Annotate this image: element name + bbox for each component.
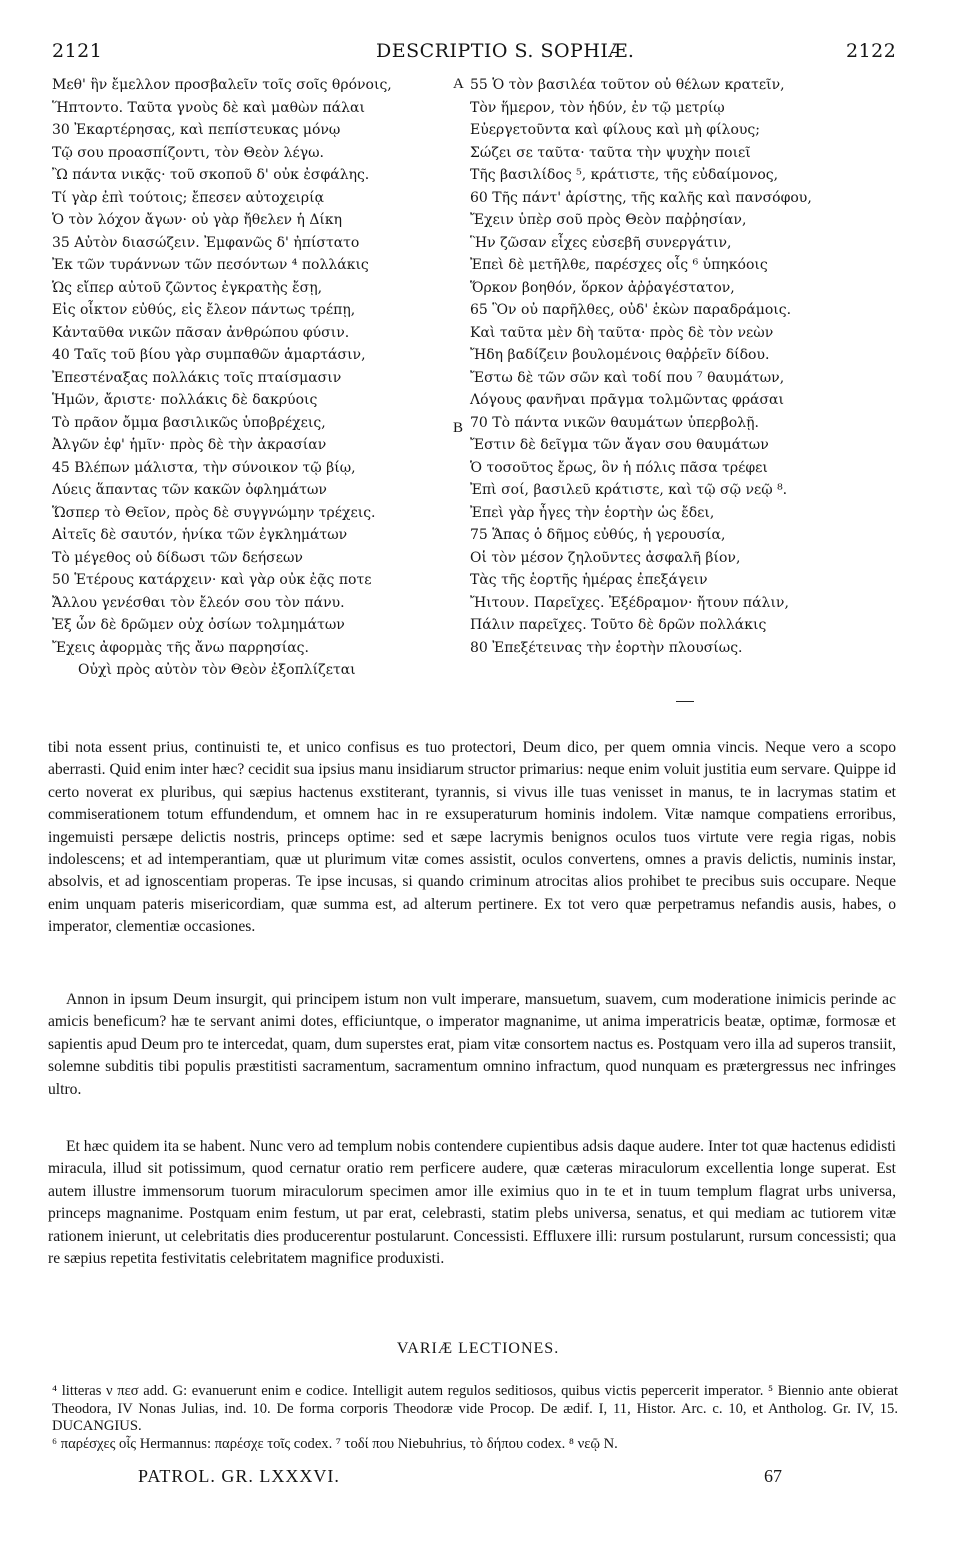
verse-line: 35 Αὐτὸν διασώζειν. Ἐμφανῶς δ' ἠπίστατο	[52, 234, 360, 251]
verse-line: Ἐκ τῶν τυράννων τῶν πεσόντων ⁴ πολλάκις	[52, 257, 369, 273]
verse-line: Ὢ πάντα νικᾷς· τοῦ σκοποῦ δ' οὐκ ἐσφάλης.	[52, 167, 370, 183]
verse-line: Τὰς τῆς ἑορτῆς ἡμέρας ἐπεξάγειν	[470, 572, 708, 588]
footer-page-number: 67	[764, 1466, 782, 1486]
verse-line: Ἔστω δὲ τῶν σῶν καὶ τοδί που ⁷ θαυμάτων,	[470, 369, 785, 386]
footer-volume: PATROL. GR. LXXXVI.	[138, 1466, 340, 1486]
latin-paragraph-text: Annon in ipsum Deum insurgit, qui principem istum non vult imperare, mansuetum, suavem, cum moderatione inimicis perinde ac amicis beneficum? hæ te servant animi dotes, efficiuntque, o imperator magnanime, ut anima imperatricis beatæ, optimæ, formosæ et sapientis apud Deum pro te intercedat, quam, dum superstes erat, piam vitæ consortem nactus es. Postquam vero illa ad superos transiit, solemne subditis tibi populis præstitisti sacramentum, sacramentum omnino infractum, quod nunquam es prætergressus nec infringes ultro.	[48, 991, 896, 1098]
verse-line: Λόγους φανῆναι πρᾶγμα τολμῶντας φράσαι	[470, 392, 785, 408]
verse-line: Ἐπεστέναξας πολλάκις τοῖς πταίσμασιν	[52, 369, 342, 386]
greek-column-right	[470, 74, 910, 659]
verse-line: Ἐπεὶ γὰρ ἦγες τὴν ἑορτὴν ὡς ἔδει,	[470, 504, 715, 521]
verse-line: Τί γὰρ ἐπὶ τούτοις; ἔπεσεν αὐτοχειρίᾳ	[52, 189, 325, 206]
verse-line: 60 Τῆς πάντ' ἀρίστης, τῆς καλῆς καὶ πανσόφου,	[470, 189, 812, 206]
page-number-left: 2121	[52, 40, 103, 62]
verse-line: Ἡμῶν, ἄριστε· πολλάκις δὲ δακρύοις	[52, 392, 318, 408]
verse-line: Οἱ τὸν μέσον ζηλοῦντες ἀσφαλῆ βίον,	[470, 549, 741, 566]
latin-paragraph-2	[48, 989, 896, 1101]
verse-line: Οὐχὶ πρὸς αὐτὸν τὸν Θεὸν ἐξοπλίζεται	[78, 662, 356, 678]
verse-line: 80 Ἐπεξέτεινας τὴν ἑορτὴν πλουσίως.	[470, 639, 743, 656]
column-end-rule	[676, 701, 694, 702]
latin-paragraph-text: Et hæc quidem ita se habent. Nunc vero ad templum nobis contendere cupientibus adsis daque audere. Inter tot quæ hactenus edidisti miracula, illud sit potissimum, quod cernatur oratio rem perficere audere, quæ cæteras miraculorum excellentia longe superat. Est autem illustre immensorum tuorum miraculorum specimen amor ille eximius quo in te et in tuum templum flagrat urbs universa, princeps magnanime. Postquam enim festum, ut par erat, celebrasti, statim plebs universa, senatus, et qui mediam ac tutiorem vitæ rationem inierunt, ut celebritatis dies producerentur postularunt. Concessisti. Effluxere illi: rursum postularunt, rursum concessisti; qua re sæpius repetita festivitatis celebritatem magnifice produxisti.	[48, 1138, 896, 1268]
verse-line: Ἥπτοντο. Ταῦτα γνοὺς δὲ καὶ μαθὼν πάλαι	[52, 99, 365, 116]
variae-lectiones-heading: VARIÆ LECTIONES.	[396, 1340, 560, 1357]
verse-line: 65 Ὃν οὐ παρῆλθες, οὐδ' ἑκὼν παραδράμοις.	[470, 302, 792, 318]
footnotes	[52, 1383, 898, 1453]
verse-line: Ἔχειν ὑπὲρ σοῦ πρὸς Θεὸν παῤῥησίαν,	[470, 212, 747, 228]
verse-line: Εἰς οἶκτον εὐθύς, εἰς ἔλεον πάντως τρέπῃ,	[52, 302, 356, 318]
verse-line: Ἤιτουν. Παρεῖχες. Ἐξέδραμον· ἤτουν πάλιν,	[470, 594, 789, 611]
latin-paragraph-1	[48, 737, 896, 939]
latin-paragraph-text: tibi nota essent prius, continuisti te, et unico confisus es tuo protectori, Deum dico, per quem omnia vincis. Neque vero a scopo aberrasti. Quid enim inter hæc? cecidit sua ipsius manu insidiarum structor primarius: neque enim voluit justitia eum servare. Quippe id certo noverat ex pluribus, qui sæpius hactenus exstiterant, tyrannis, si vivus ille tuas venisset in manus, te in lacrymas statim et commiserationem totum effundendum, et omnem hac in re exsuperaturum hominis indolem. Vitæ namque compatiens erroribus, ingemuisti persæpe delictis nostris, princeps optime: sed et sæpe lacrymis benignos oculos tuos virtute vere regia rigas, nobis indolescens; et ad intemperantiam, quæ ut plurimum vitæ comes assistit, oculos convertens, omnes a pravis delictis, numinis instar, absolvis, et ad ignoscentiam properas. Te ipse incusas, si quando criminum atrocitas alios prohibet te precibus suis occupare. Neque enim unquam pateris misericordiam, quæ summa est, ad alterum pertinere. Ex tot vero quæ perpetramus nefandis ausis, habes, o imperator, clementiæ occasiones.	[48, 739, 896, 936]
page-number-right: 2122	[846, 40, 897, 62]
margin-mark-b: B	[453, 420, 464, 436]
verse-line: Ὅρκον βοηθόν, ὅρκον ἀῤῥαγέστατον,	[470, 279, 735, 296]
verse-line: 30 Ἐκαρτέρησας, καὶ πεπίστευκας μόνῳ	[52, 122, 341, 138]
verse-line: Ὁ τὸν λόχον ἄγων· οὐ γὰρ ἤθελεν ἡ Δίκη	[52, 212, 343, 228]
latin-paragraph-3	[48, 1136, 896, 1270]
verse-line: Ἀλγῶν ἐφ' ἡμῖν· πρὸς δὲ τὴν ἀκρασίαν	[52, 437, 327, 453]
verse-line: Τὸν ἥμερον, τὸν ἡδύν, ἐν τῷ μετρίῳ	[470, 99, 725, 116]
verse-line: Ἐπὶ σοί, βασιλεῦ κράτιστε, καὶ τῷ σῷ νεῷ ⁸.	[470, 482, 788, 498]
verse-line: Ἔστιν δὲ δεῖγμα τῶν ἄγαν σου θαυμάτων	[470, 437, 769, 453]
greek-column-left	[52, 74, 457, 682]
verse-line: 40 Ταῖς τοῦ βίου γὰρ συμπαθῶν ἁμαρτάσιν,	[52, 347, 366, 363]
verse-line: Ἔχεις ἀφορμὰς τῆς ἄνω παρρησίας.	[52, 639, 309, 656]
footnote-text: ⁴ litteras ν πεσ add. G: evanuerunt enim e codice. Intelligit autem regulos seditiosos, quibus victis pepercerit imperator. ⁵ Biennio ante obierat Theodora, IV Nonas Julias, ind. 10. De forma corporis Theodoræ vide Procop. De ædif. I, 11, Histor. Arc. c. 10, et Antholog. Gr. IV, 15. DUCANGIUS.	[52, 1383, 898, 1434]
verse-line: 75 Ἅπας ὁ δῆμος εὐθύς, ἡ γερουσία,	[470, 527, 726, 543]
verse-line: Ἄλλου γενέσθαι τὸν ἔλεόν σου τὸν πάνυ.	[52, 594, 345, 611]
verse-line: Σώζει σε ταῦτα· ταῦτα τὴν ψυχὴν ποιεῖ	[470, 144, 751, 161]
footnote-text: ⁶ παρέσχες οἷς Hermannus: παρέσχε τοῖς codex. ⁷ τοδί που Niebuhrius, τὸ δήπου codex. ⁸ νεῷ N.	[52, 1435, 618, 1452]
verse-line: Τὸ πρᾶον ὄμμα βασιλικῶς ὑποβρέχεις,	[52, 414, 326, 431]
verse-line: Ἐπεὶ δὲ μετῆλθε, παρέσχες οἷς ⁶ ὑπηκόοις	[470, 257, 768, 273]
verse-line: Τῆς βασιλίδος ⁵, κράτιστε, τῆς εὐδαίμονος,	[470, 167, 779, 183]
verse-line: Τῷ σου προασπίζοντι, τὸν Θεὸν λέγω.	[52, 144, 324, 161]
verse-line: Τὸ μέγεθος οὐ δίδωσι τῶν δεήσεων	[52, 549, 303, 566]
verse-line: Ὥσπερ τὸ Θεῖον, πρὸς δὲ συγγνώμην τρέχεις.	[52, 504, 376, 521]
verse-line: Κἀνταῦθα νικῶν πᾶσαν ἀνθρώπου φύσιν.	[52, 324, 350, 341]
verse-line: 50 Ἑτέρους κατάρχειν· καὶ γὰρ οὐκ ἐᾷς ποτε	[52, 572, 372, 588]
verse-line: Ἐξ ὧν δὲ δρῶμεν οὐχ ὁσίων τολμημάτων	[52, 617, 345, 633]
verse-line: Λύεις ἅπαντας τῶν κακῶν ὀφλημάτων	[52, 482, 327, 498]
verse-line: Ἣν ζῶσαν εἶχες εὐσεβῆ συνεργάτιν,	[470, 234, 732, 251]
verse-line: Καὶ ταῦτα μὲν δὴ ταῦτα· πρὸς δὲ τὸν νεὼν	[470, 324, 774, 341]
verse-line: Μεθ' ἣν ἔμελλον προσβαλεῖν τοῖς σοῖς θρόνοις,	[52, 77, 392, 93]
margin-mark-a: A	[453, 76, 464, 92]
verse-line: Ὡς εἴπερ αὐτοῦ ζῶντος ἐγκρατὴς ἔσῃ,	[52, 279, 323, 296]
verse-line: Εὐεργετοῦντα καὶ φίλους καὶ μὴ φίλους;	[470, 122, 760, 138]
page-title: DESCRIPTIO S. SOPHIÆ.	[376, 40, 635, 62]
verse-line: 45 Βλέπων μάλιστα, τὴν σύνοικον τῷ βίῳ,	[52, 459, 356, 476]
verse-line: 55 Ὁ τὸν βασιλέα τοῦτον οὐ θέλων κρατεῖν,	[470, 77, 785, 93]
verse-line: Αἰτεῖς δὲ σαυτόν, ἡνίκα τῶν ἐγκλημάτων	[52, 527, 348, 543]
verse-line: Πάλιν παρεῖχες. Τοῦτο δὲ δρῶν πολλάκις	[470, 617, 767, 633]
verse-line: Ἤδη βαδίζειν βουλομένοις θαῤῥεῖν δίδου.	[470, 347, 770, 363]
page-header	[0, 40, 956, 70]
verse-line: 70 Τὸ πάντα νικῶν θαυμάτων ὑπερβολῇ.	[470, 414, 759, 431]
verse-line: Ὁ τοσοῦτος ἔρως, ὃν ἡ πόλις πᾶσα τρέφει	[470, 459, 768, 476]
